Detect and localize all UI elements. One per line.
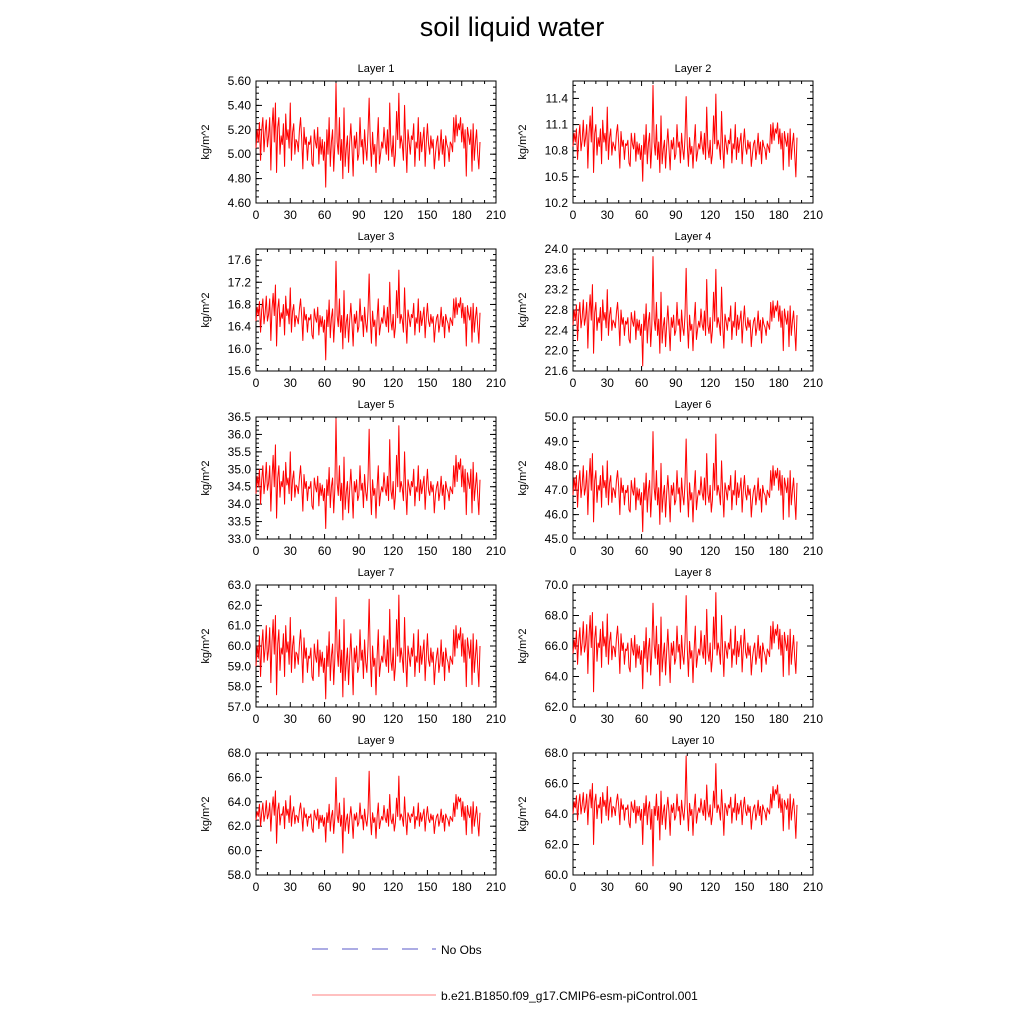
x-tick-label: 30 (283, 712, 297, 726)
x-tick-label: 60 (317, 544, 332, 558)
y-tick-label: 68.0 (544, 746, 568, 760)
x-tick-label: 0 (569, 880, 577, 894)
panel-title: Layer 2 (674, 63, 712, 75)
panel-title: Layer 4 (674, 231, 712, 243)
y-tick-label: 15.6 (227, 364, 251, 378)
y-tick-label: 33.0 (227, 532, 251, 546)
x-tick-label: 180 (768, 712, 789, 726)
x-tick-label: 210 (802, 712, 824, 726)
x-tick-label: 180 (451, 544, 472, 558)
x-tick-label: 60 (634, 880, 649, 894)
x-tick-label: 120 (383, 712, 404, 726)
y-axis-label: kg/m^2 (200, 628, 212, 664)
x-tick-label: 150 (734, 712, 755, 726)
y-tick-label: 50.0 (544, 410, 568, 424)
x-tick-label: 0 (569, 544, 577, 558)
x-tick-label: 120 (383, 880, 404, 894)
x-tick-label: 60 (317, 880, 332, 894)
y-tick-label: 35.0 (227, 462, 251, 477)
y-tick-label: 33.5 (227, 514, 251, 529)
series-line (573, 593, 797, 692)
x-tick-label: 60 (317, 376, 332, 390)
y-axis-label: kg/m^2 (200, 796, 212, 832)
panel-layer-3 (200, 231, 506, 390)
y-axis-label: kg/m^2 (517, 628, 529, 664)
x-tick-label: 120 (383, 376, 404, 390)
x-tick-label: 150 (734, 376, 755, 390)
x-tick-label: 30 (283, 880, 297, 894)
y-tick-label: 4.60 (227, 196, 251, 210)
x-tick-label: 90 (352, 712, 366, 726)
y-tick-label: 70.0 (544, 578, 568, 592)
y-tick-label: 21.6 (544, 364, 568, 378)
y-tick-label: 60.0 (544, 868, 568, 882)
panel-layer-8 (517, 567, 823, 726)
panel-title: Layer 1 (357, 63, 395, 75)
x-tick-label: 90 (669, 880, 683, 894)
x-tick-label: 150 (734, 544, 755, 558)
x-tick-label: 120 (700, 880, 721, 894)
x-tick-label: 150 (417, 544, 438, 558)
y-tick-label: 57.0 (227, 700, 251, 714)
y-axis-label: kg/m^2 (517, 796, 529, 832)
x-tick-label: 0 (252, 712, 260, 726)
panel-layer-1 (200, 63, 506, 222)
x-tick-label: 90 (352, 376, 366, 390)
x-tick-label: 210 (485, 880, 507, 894)
y-tick-label: 68.0 (544, 608, 568, 623)
y-tick-label: 49.0 (544, 434, 568, 449)
y-tick-label: 59.0 (227, 659, 251, 674)
y-tick-label: 64.0 (544, 669, 568, 684)
x-tick-label: 180 (451, 880, 472, 894)
y-axis-label: kg/m^2 (517, 124, 529, 160)
x-tick-label: 60 (634, 376, 649, 390)
series-line (256, 83, 480, 187)
x-tick-label: 0 (569, 208, 577, 222)
x-tick-label: 210 (802, 376, 824, 390)
x-tick-label: 0 (252, 208, 260, 222)
panel-layer-9 (200, 735, 506, 894)
x-tick-label: 180 (768, 376, 789, 390)
y-tick-label: 17.6 (227, 253, 251, 268)
y-tick-label: 22.8 (544, 303, 568, 317)
panel-title: Layer 5 (357, 399, 395, 411)
y-tick-label: 17.2 (227, 275, 251, 290)
x-tick-label: 210 (485, 544, 507, 558)
x-tick-label: 30 (600, 208, 614, 222)
y-tick-label: 63.0 (227, 578, 251, 592)
x-tick-label: 210 (485, 712, 507, 726)
x-tick-label: 180 (768, 544, 789, 558)
panel-layer-4 (517, 231, 823, 390)
series-line (573, 257, 797, 366)
series-line (256, 419, 480, 529)
y-tick-label: 10.2 (544, 196, 568, 210)
y-tick-label: 11.1 (545, 117, 568, 132)
y-tick-label: 62.0 (227, 819, 251, 834)
x-tick-label: 30 (283, 376, 297, 390)
y-tick-label: 22.4 (544, 323, 568, 338)
x-tick-label: 90 (352, 880, 366, 894)
legend-label-1: No Obs (441, 943, 482, 957)
panel-title: Layer 3 (357, 231, 395, 243)
panel-title: Layer 9 (357, 735, 395, 747)
y-tick-label: 5.20 (227, 122, 251, 137)
y-tick-label: 5.60 (227, 74, 251, 88)
x-tick-label: 60 (317, 712, 332, 726)
x-tick-label: 150 (417, 712, 438, 726)
x-tick-label: 0 (252, 544, 260, 558)
x-tick-label: 150 (417, 880, 438, 894)
y-tick-label: 58.0 (227, 868, 251, 882)
y-tick-label: 16.0 (227, 341, 251, 356)
y-tick-label: 60.0 (227, 843, 251, 858)
y-tick-label: 16.8 (227, 297, 251, 312)
x-tick-label: 120 (700, 376, 721, 390)
y-tick-label: 46.0 (544, 507, 568, 522)
y-tick-label: 35.5 (227, 444, 251, 459)
y-tick-label: 34.5 (227, 479, 251, 494)
series-line (256, 595, 480, 699)
y-axis-label: kg/m^2 (200, 292, 212, 328)
panel-title: Layer 7 (357, 567, 395, 579)
y-tick-label: 62.0 (544, 837, 568, 852)
panel-title: Layer 10 (671, 735, 715, 747)
x-tick-label: 180 (768, 880, 789, 894)
y-tick-label: 24.0 (544, 242, 568, 256)
y-tick-label: 47.0 (544, 483, 568, 498)
x-tick-label: 180 (768, 208, 789, 222)
y-tick-label: 10.5 (544, 169, 568, 184)
x-tick-label: 150 (734, 208, 755, 222)
x-tick-label: 60 (634, 712, 649, 726)
x-tick-label: 210 (485, 208, 507, 222)
legend-label-2: b.e21.B1850.f09_g17.CMIP6-esm-piControl.001 (441, 989, 698, 1003)
series-line (256, 261, 480, 360)
y-tick-label: 58.0 (227, 679, 251, 694)
y-tick-label: 66.0 (227, 770, 251, 785)
x-tick-label: 60 (634, 544, 649, 558)
x-tick-label: 180 (451, 376, 472, 390)
panel-layer-5 (200, 399, 506, 558)
x-tick-label: 30 (600, 880, 614, 894)
x-tick-label: 90 (352, 544, 366, 558)
x-tick-label: 180 (451, 712, 472, 726)
x-tick-label: 30 (600, 544, 614, 558)
y-tick-label: 36.0 (227, 427, 251, 442)
y-tick-label: 11.4 (545, 91, 568, 106)
y-tick-label: 60.0 (227, 639, 251, 653)
panel-title: Layer 8 (674, 567, 712, 579)
x-tick-label: 60 (634, 208, 649, 222)
x-tick-label: 0 (252, 376, 260, 390)
y-tick-label: 64.0 (227, 794, 251, 809)
x-tick-label: 0 (569, 376, 577, 390)
x-tick-label: 150 (417, 208, 438, 222)
y-tick-label: 23.2 (544, 282, 568, 297)
x-tick-label: 120 (700, 712, 721, 726)
x-tick-label: 30 (283, 544, 297, 558)
y-tick-label: 61.0 (227, 618, 251, 633)
x-tick-label: 210 (485, 376, 507, 390)
x-tick-label: 210 (802, 544, 824, 558)
y-tick-label: 62.0 (227, 598, 251, 613)
series-line (256, 771, 480, 853)
series-line (573, 432, 797, 532)
x-tick-label: 150 (417, 376, 438, 390)
panel-layer-10 (517, 735, 823, 894)
x-tick-label: 120 (700, 544, 721, 558)
y-tick-label: 68.0 (227, 746, 251, 760)
y-tick-label: 34.0 (227, 497, 251, 512)
y-axis-label: kg/m^2 (200, 124, 212, 160)
y-tick-label: 48.0 (544, 458, 568, 473)
x-tick-label: 120 (700, 208, 721, 222)
x-tick-label: 90 (669, 376, 683, 390)
y-tick-label: 22.0 (544, 343, 568, 358)
y-axis-label: kg/m^2 (200, 460, 212, 496)
series-line (573, 756, 797, 866)
x-tick-label: 90 (352, 208, 366, 222)
x-tick-label: 120 (383, 208, 404, 222)
x-tick-label: 90 (669, 544, 683, 558)
panel-layer-6 (517, 399, 823, 558)
y-tick-label: 36.5 (227, 410, 251, 424)
x-tick-label: 150 (734, 880, 755, 894)
x-tick-label: 30 (600, 712, 614, 726)
figure-title: soil liquid water (419, 12, 605, 42)
x-tick-label: 90 (669, 208, 683, 222)
series-line (573, 85, 797, 181)
panel-title: Layer 6 (674, 399, 712, 411)
x-tick-label: 120 (383, 544, 404, 558)
y-tick-label: 23.6 (544, 262, 568, 277)
y-tick-label: 10.8 (544, 143, 568, 158)
plot-frame (256, 417, 496, 539)
y-tick-label: 5.40 (227, 98, 251, 113)
y-tick-label: 5.00 (227, 147, 251, 162)
y-tick-label: 66.0 (544, 776, 568, 791)
y-tick-label: 4.80 (227, 171, 251, 186)
panel-layer-7 (200, 567, 506, 726)
y-axis-label: kg/m^2 (517, 460, 529, 496)
x-tick-label: 210 (802, 880, 824, 894)
y-axis-label: kg/m^2 (517, 292, 529, 328)
x-tick-label: 210 (802, 208, 824, 222)
y-tick-label: 45.0 (544, 532, 568, 546)
x-tick-label: 0 (252, 880, 260, 894)
y-tick-label: 62.0 (544, 700, 568, 714)
y-tick-label: 66.0 (544, 639, 568, 653)
y-tick-label: 64.0 (544, 807, 568, 821)
plot-frame (256, 249, 496, 371)
x-tick-label: 30 (600, 376, 614, 390)
panel-layer-2 (517, 63, 823, 222)
x-tick-label: 0 (569, 712, 577, 726)
x-tick-label: 90 (669, 712, 683, 726)
x-tick-label: 180 (451, 208, 472, 222)
x-tick-label: 30 (283, 208, 297, 222)
y-tick-label: 16.4 (227, 319, 251, 334)
x-tick-label: 60 (317, 208, 332, 222)
